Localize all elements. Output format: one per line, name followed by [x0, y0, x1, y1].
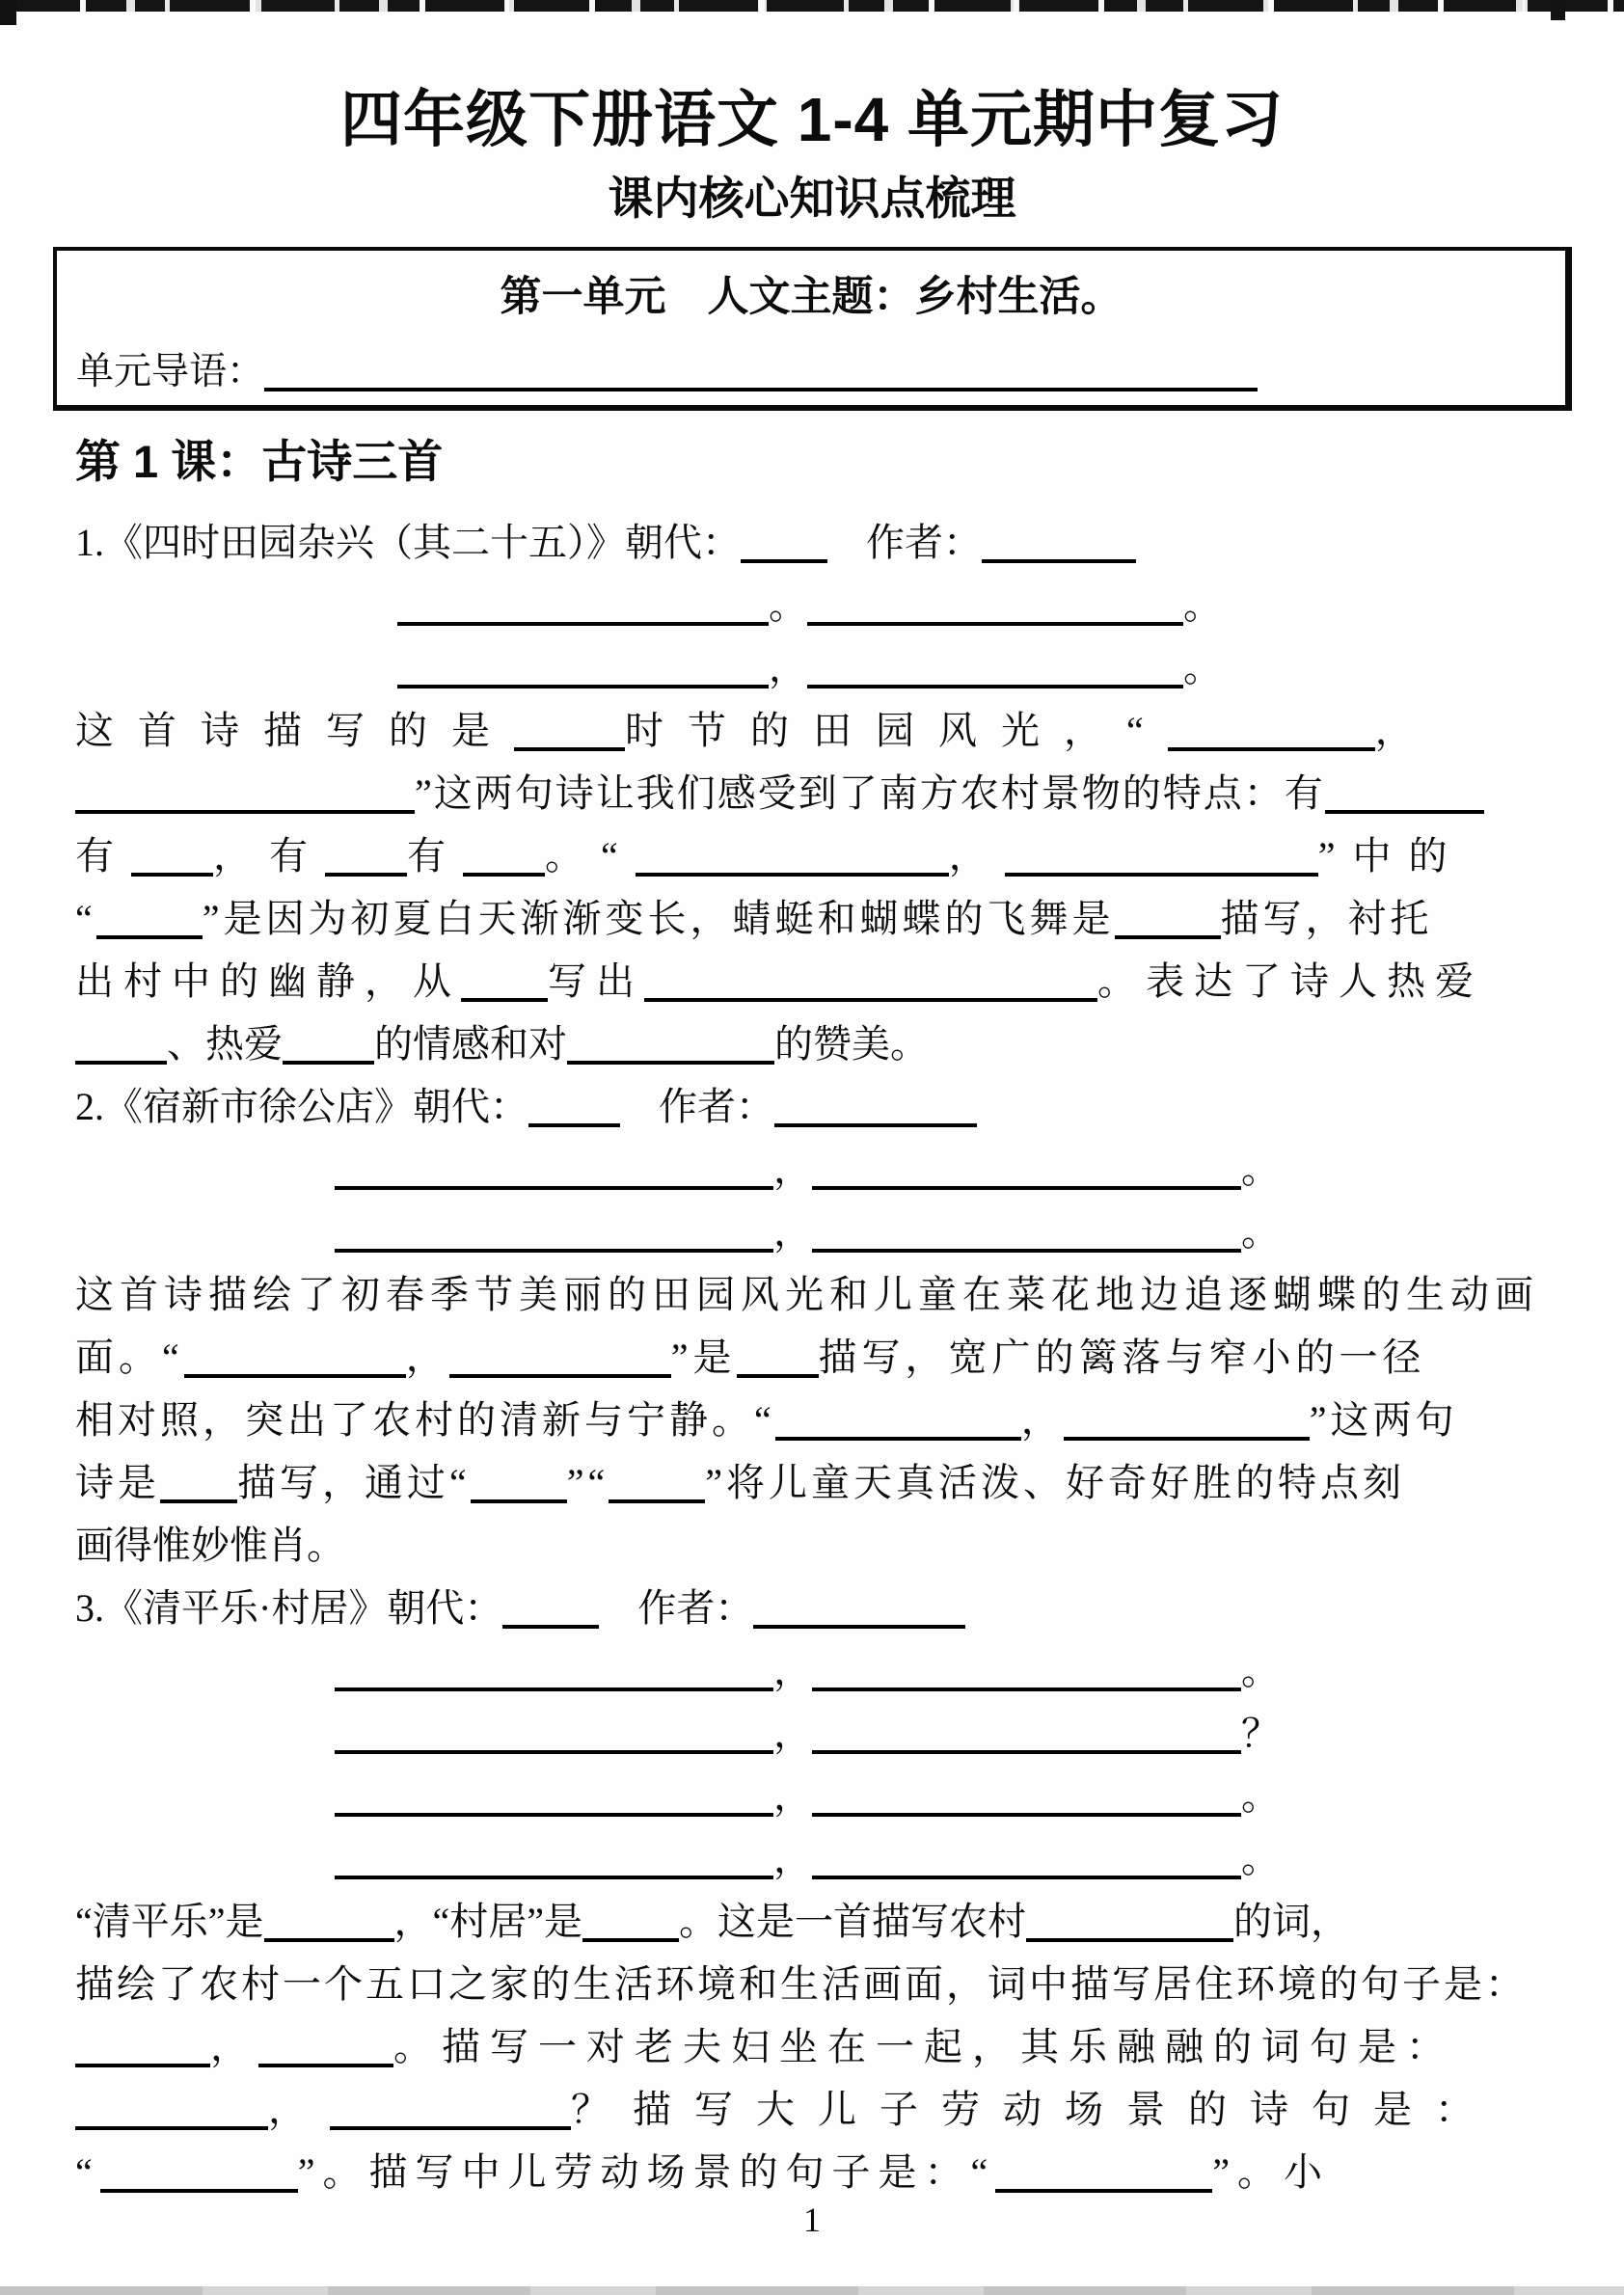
fill-in-blank	[567, 1020, 774, 1065]
text-run: “清平乐”是	[75, 1900, 264, 1943]
scan-artifact-bottom-strip	[0, 2286, 1624, 2295]
analysis-2-line-1	[75, 1263, 1556, 1326]
analysis-1-line-3	[75, 824, 1556, 887]
text-run: ，	[773, 1148, 812, 1191]
text-run: 3.《清平乐·村居》朝代：	[75, 1586, 503, 1630]
fill-in-blank	[264, 1898, 394, 1942]
text-run: 有	[407, 834, 463, 878]
text-run: 描写，衬托	[1220, 897, 1433, 940]
fill-in-blank	[644, 958, 1097, 1002]
analysis-3-line-4	[75, 2078, 1556, 2141]
text-run: 。	[1241, 1148, 1280, 1191]
fill-in-blank	[449, 1334, 671, 1378]
text-run: 。“	[545, 834, 636, 878]
fill-in-blank	[741, 519, 827, 563]
scan-artifact-notch	[1551, 0, 1565, 20]
text-run: “	[75, 897, 96, 940]
text-run: ”。描写中儿劳动场景的句子是：“	[297, 2150, 996, 2194]
fill-in-blank	[160, 1459, 237, 1503]
fill-in-blank	[461, 958, 548, 1002]
text-run: 。	[1241, 1774, 1280, 1818]
text-run: ，	[773, 1837, 812, 1880]
text-run: 。	[1241, 1837, 1280, 1880]
analysis-2-line-5	[75, 1514, 1556, 1577]
fill-in-blank	[775, 1396, 1021, 1441]
fill-in-blank	[502, 1584, 599, 1629]
poem-2-line-1	[75, 1138, 1556, 1201]
fill-in-blank	[471, 1459, 567, 1503]
unit-intro-blank	[264, 347, 1258, 392]
text-run: 的赞美。	[774, 1022, 929, 1066]
analysis-1-line-2	[75, 762, 1556, 824]
text-run: ？	[1241, 1712, 1280, 1755]
fill-in-blank	[737, 1334, 819, 1378]
unit-heading: 第一单元 人文主题：乡村生活。	[500, 274, 1123, 320]
fill-in-blank	[774, 1083, 977, 1127]
text-run: “	[75, 2150, 100, 2194]
poem-3-line-3	[75, 1765, 1556, 1827]
text-run: ，	[773, 1774, 812, 1818]
analysis-3-line-2	[75, 1953, 1556, 2015]
text-run: ，	[210, 2025, 258, 2068]
fill-in-blank	[609, 1459, 705, 1503]
fill-in-blank	[1325, 770, 1484, 814]
text-run: 诗是	[75, 1461, 160, 1504]
fill-in-blank	[812, 1772, 1241, 1817]
text-run: 。	[1183, 646, 1222, 689]
text-run: 画得惟妙惟肖。	[75, 1524, 345, 1567]
fill-in-blank	[283, 1020, 374, 1065]
text-run: ，	[405, 1336, 449, 1379]
fill-in-blank	[812, 1146, 1241, 1190]
text-run: ”这两句	[1309, 1398, 1458, 1442]
text-run: 。这是一首描写农村	[679, 1900, 1027, 1943]
text-run: 出村中的幽静，从	[75, 959, 461, 1003]
text-run: ”。小	[1212, 2150, 1331, 2194]
fill-in-blank	[514, 707, 625, 751]
fill-in-blank	[75, 1020, 167, 1065]
fill-in-blank	[258, 2023, 393, 2067]
text-run: 的词，	[1233, 1900, 1350, 1943]
fill-in-blank	[807, 644, 1183, 688]
analysis-2-line-2	[75, 1326, 1556, 1389]
text-run	[827, 521, 866, 564]
item-3-heading	[75, 1577, 1556, 1639]
item-1-heading	[75, 511, 1556, 574]
analysis-3-line-5	[75, 2141, 1556, 2203]
worksheet-body	[75, 511, 1556, 2203]
text-run: 、热爱	[167, 1022, 283, 1066]
text-run: 。	[1241, 1210, 1280, 1254]
text-run: ，	[268, 2088, 330, 2131]
fill-in-blank	[1026, 1898, 1233, 1942]
fill-in-blank	[96, 895, 203, 939]
poem-1-line-2	[75, 636, 1556, 699]
poem-3-line-4	[75, 1827, 1556, 1890]
unit-box	[53, 247, 1572, 411]
fill-in-blank	[184, 1334, 406, 1378]
text-run: 1.《四时田园杂兴（其二十五）》朝代：	[75, 521, 741, 564]
poem-3-line-2	[75, 1702, 1556, 1765]
poem-3-line-1	[75, 1639, 1556, 1702]
fill-in-blank	[335, 1772, 773, 1817]
fill-in-blank	[636, 832, 949, 877]
fill-in-blank	[75, 2086, 268, 2130]
analysis-2-line-3	[75, 1389, 1556, 1451]
analysis-2-line-4	[75, 1451, 1556, 1514]
text-run: ？描写大儿子劳动场景的诗句是：	[571, 2088, 1497, 2131]
fill-in-blank	[100, 2148, 298, 2193]
fill-in-blank	[807, 581, 1183, 626]
text-run: 写出	[548, 959, 644, 1003]
fill-in-blank	[753, 1584, 965, 1629]
unit-intro-label: 单元导语：	[76, 351, 265, 392]
analysis-3-line-1	[75, 1890, 1556, 1953]
unit-intro-line	[76, 347, 1565, 395]
text-run: 描绘了农村一个五口之家的生活环境和生活画面，词中描写居住环境的句子是：	[75, 1962, 1527, 2006]
analysis-1-line-1	[75, 699, 1556, 762]
analysis-1-line-6	[75, 1012, 1556, 1075]
fill-in-blank	[1064, 1396, 1310, 1441]
text-run: 的情感和对	[374, 1022, 567, 1066]
fill-in-blank	[335, 1146, 773, 1190]
fill-in-blank	[335, 1835, 773, 1879]
fill-in-blank	[330, 2086, 571, 2130]
text-run: 。描写一对老夫妇坐在一起，其乐融融的词句是：	[393, 2025, 1454, 2068]
fill-in-blank	[1115, 895, 1221, 939]
text-run: 面。“	[75, 1336, 184, 1379]
fill-in-blank	[1005, 832, 1318, 877]
text-run: ，	[1374, 709, 1438, 752]
fill-in-blank	[463, 832, 545, 877]
text-run: ”“	[566, 1461, 609, 1504]
text-run: 描写，通过“	[237, 1461, 471, 1504]
text-run: 相对照，突出了农村的清新与宁静。“	[75, 1398, 775, 1442]
fill-in-blank	[1168, 707, 1375, 751]
text-run: 。	[1241, 1649, 1280, 1692]
poem-1-line-1	[75, 574, 1556, 636]
fill-in-blank	[325, 832, 407, 877]
scan-artifact-corner-mark	[0, 0, 16, 25]
text-run: 描写，宽广的篱落与窄小的一径	[818, 1336, 1426, 1379]
text-run: 。	[769, 583, 807, 627]
fill-in-blank	[397, 581, 769, 626]
text-run: 2.《宿新市徐公店》朝代：	[75, 1085, 528, 1128]
text-run: ，	[773, 1649, 812, 1692]
text-run	[620, 1085, 659, 1128]
fill-in-blank	[582, 1898, 679, 1942]
fill-in-blank	[812, 1647, 1241, 1691]
analysis-3-line-3	[75, 2015, 1556, 2078]
poem-2-line-2	[75, 1201, 1556, 1263]
fill-in-blank	[335, 1647, 773, 1691]
text-run: ”中的	[1317, 834, 1465, 878]
text-run: 时节的田园风光，“	[625, 709, 1168, 752]
text-run: ，	[769, 646, 807, 689]
text-run: ”这两句诗让我们感受到了南方农村景物的特点：有	[415, 771, 1325, 815]
fill-in-blank	[812, 1710, 1241, 1754]
fill-in-blank	[335, 1208, 773, 1253]
text-run: ，“村居”是	[393, 1900, 583, 1943]
analysis-1-line-4	[75, 887, 1556, 950]
text-run: ”将儿童天真活泼、好奇好胜的特点刻	[705, 1461, 1406, 1504]
fill-in-blank	[812, 1208, 1241, 1253]
page-number: 1	[803, 2200, 821, 2239]
fill-in-blank	[335, 1710, 773, 1754]
page-subtitle: 课内核心知识点梳理	[608, 173, 1016, 224]
fill-in-blank	[131, 832, 213, 877]
text-run: 作者：	[637, 1586, 754, 1630]
text-run: ，	[1020, 1398, 1064, 1442]
text-run: ，	[948, 834, 1005, 878]
scan-artifact-top-strip	[0, 0, 1624, 12]
item-2-heading	[75, 1075, 1556, 1138]
fill-in-blank	[75, 2023, 210, 2067]
fill-in-blank	[528, 1083, 620, 1127]
text-run: ，	[773, 1712, 812, 1755]
text-run: ”是因为初夏白天渐渐变长，蜻蜓和蝴蝶的飞舞是	[202, 897, 1115, 940]
analysis-1-line-5	[75, 950, 1556, 1012]
fill-in-blank	[397, 644, 769, 688]
text-run: ”是	[670, 1336, 737, 1379]
lesson-heading: 第 1 课：古诗三首	[75, 436, 444, 487]
fill-in-blank	[995, 2148, 1212, 2193]
fill-in-blank	[75, 770, 415, 814]
text-run: 。	[1183, 583, 1222, 627]
text-run: 这首诗描写的是	[75, 709, 514, 752]
page-title: 四年级下册语文 1-4 单元期中复习	[339, 85, 1285, 154]
text-run: 。表达了诗人热爱	[1097, 959, 1483, 1003]
text-run	[599, 1586, 637, 1630]
text-run: 有	[75, 834, 131, 878]
text-run: ，有	[213, 834, 325, 878]
fill-in-blank	[812, 1835, 1241, 1879]
text-run: 这首诗描绘了初春季节美丽的田园风光和儿童在菜花地边追逐蝴蝶的生动画	[75, 1273, 1539, 1316]
text-run: 作者：	[659, 1085, 774, 1128]
text-run: 作者：	[866, 521, 982, 564]
fill-in-blank	[982, 519, 1136, 563]
text-run: ，	[773, 1210, 812, 1254]
